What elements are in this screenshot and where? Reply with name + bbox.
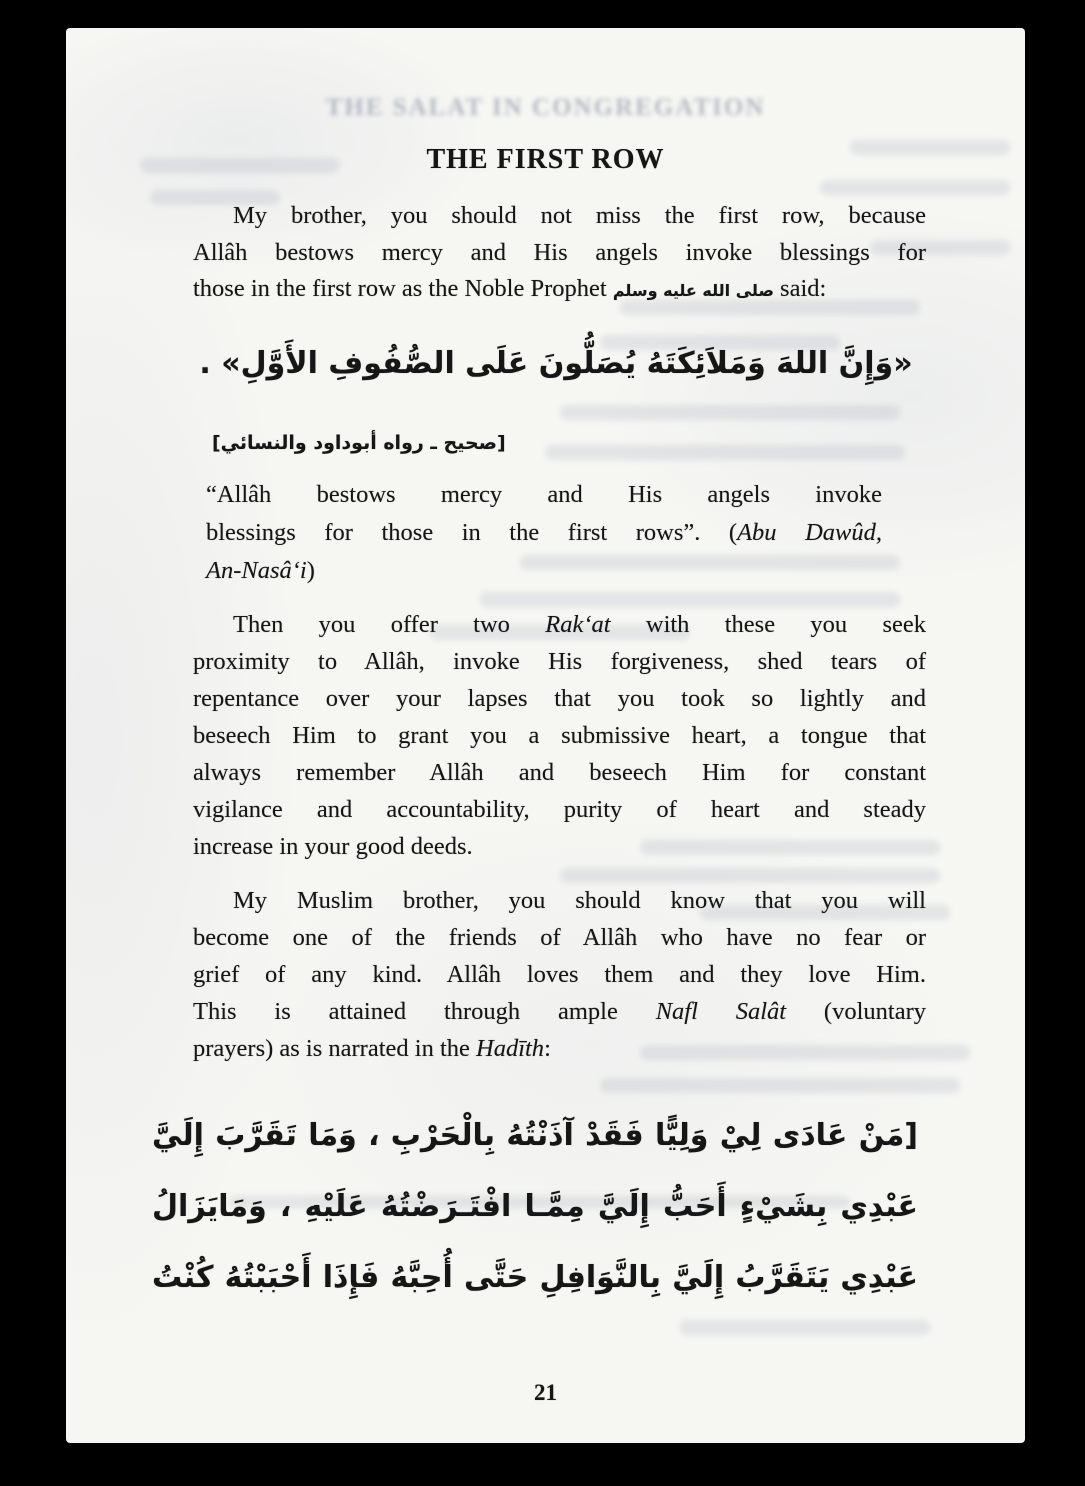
bleed-through-smudge (680, 1320, 930, 1335)
text-line: increase in your good deeds. (193, 833, 473, 860)
text-line: My brother, you should not miss the first row, because (233, 202, 926, 229)
text-line: Then you offer two Rak‘at with these you seek (233, 611, 926, 638)
bleed-through-smudge (545, 445, 905, 460)
bleed-through-smudge (560, 868, 940, 883)
text-line: prayers) as is narrated in the Hadīth: (193, 1035, 551, 1062)
text-line: An-Nasâ‘i) (206, 557, 315, 584)
paragraph-intro (193, 198, 926, 310)
text-line: those in the first row as the Noble Prophet صلى الله عليه وسلم said: (193, 275, 827, 302)
text-line: Allâh bestows mercy and His angels invoke blessings for (193, 238, 926, 266)
text-line: “Allâh bestows mercy and His angels invoke (206, 481, 882, 508)
arabic-hadith-qudsi (152, 1100, 918, 1313)
text-line: This is attained through ample Nafl Salât (voluntary (193, 998, 926, 1025)
hadith-attribution-arabic: [صحيح ـ رواه أبوداود والنسائي] (212, 432, 506, 454)
text-line: beseech Him to grant you a submissive heart, a tongue that (193, 722, 926, 749)
text-line: عَبْدِي يَتَقَرَّبُ إِلَيَّ بِالنَّوَافِلِ حَتَّى أُحِبَّهُ فَإِذَا أَحْبَبْتُهُ كُنْتُ (152, 1260, 918, 1295)
text-line: blessings for those in the first rows”. (Abu Dawûd, (206, 519, 882, 546)
paragraph-muslim-brother (193, 882, 926, 1067)
bleed-through-header: THE SALAT IN CONGREGATION (325, 94, 766, 121)
book-page (66, 28, 1025, 1443)
text-line: My Muslim brother, you should know that you will (233, 887, 926, 914)
arabic-hadith-first-row: «وَإِنَّ اللهَ وَمَلاَئِكَتَهُ يُصَلُّونَ عَلَى الصُّفُوفِ الأَوَّلِ» . (199, 346, 913, 381)
text-line: [مَنْ عَادَى لِيْ وَلِيًّا فَقَدْ آذَنْتُهُ بِالْحَرْبِ ، وَمَا تَقَرَّبَ إِلَيَّ (152, 1118, 918, 1153)
page-title: THE FIRST ROW (426, 144, 665, 175)
text-line: always remember Allâh and beseech Him for constant (193, 759, 926, 786)
text-line: repentance over your lapses that you took so lightly and (193, 685, 926, 712)
text-line: vigilance and accountability, purity of heart and steady (193, 796, 926, 823)
hadith-translation-quote (206, 476, 882, 590)
bleed-through-smudge (560, 405, 900, 420)
bleed-through-smudge (820, 180, 1010, 195)
text-line: become one of the friends of Allâh who have no fear or (193, 924, 926, 951)
salutation-arabic: صلى الله عليه وسلم (612, 281, 774, 300)
paragraph-rakat (193, 606, 926, 865)
page-number: 21 (534, 1380, 557, 1405)
text-line: grief of any kind. Allâh loves them and they love Him. (193, 961, 926, 988)
bleed-through-smudge (480, 592, 900, 607)
text-line: عَبْدِي بِشَيْءٍ أَحَبُّ إِلَيَّ مِمَّـا افْتَـرَضْتُهُ عَلَيْهِ ، وَمَايَزَالُ (152, 1189, 918, 1224)
bleed-through-smudge (600, 1078, 960, 1093)
text-line: proximity to Allâh, invoke His forgiveness, shed tears of (193, 648, 926, 675)
